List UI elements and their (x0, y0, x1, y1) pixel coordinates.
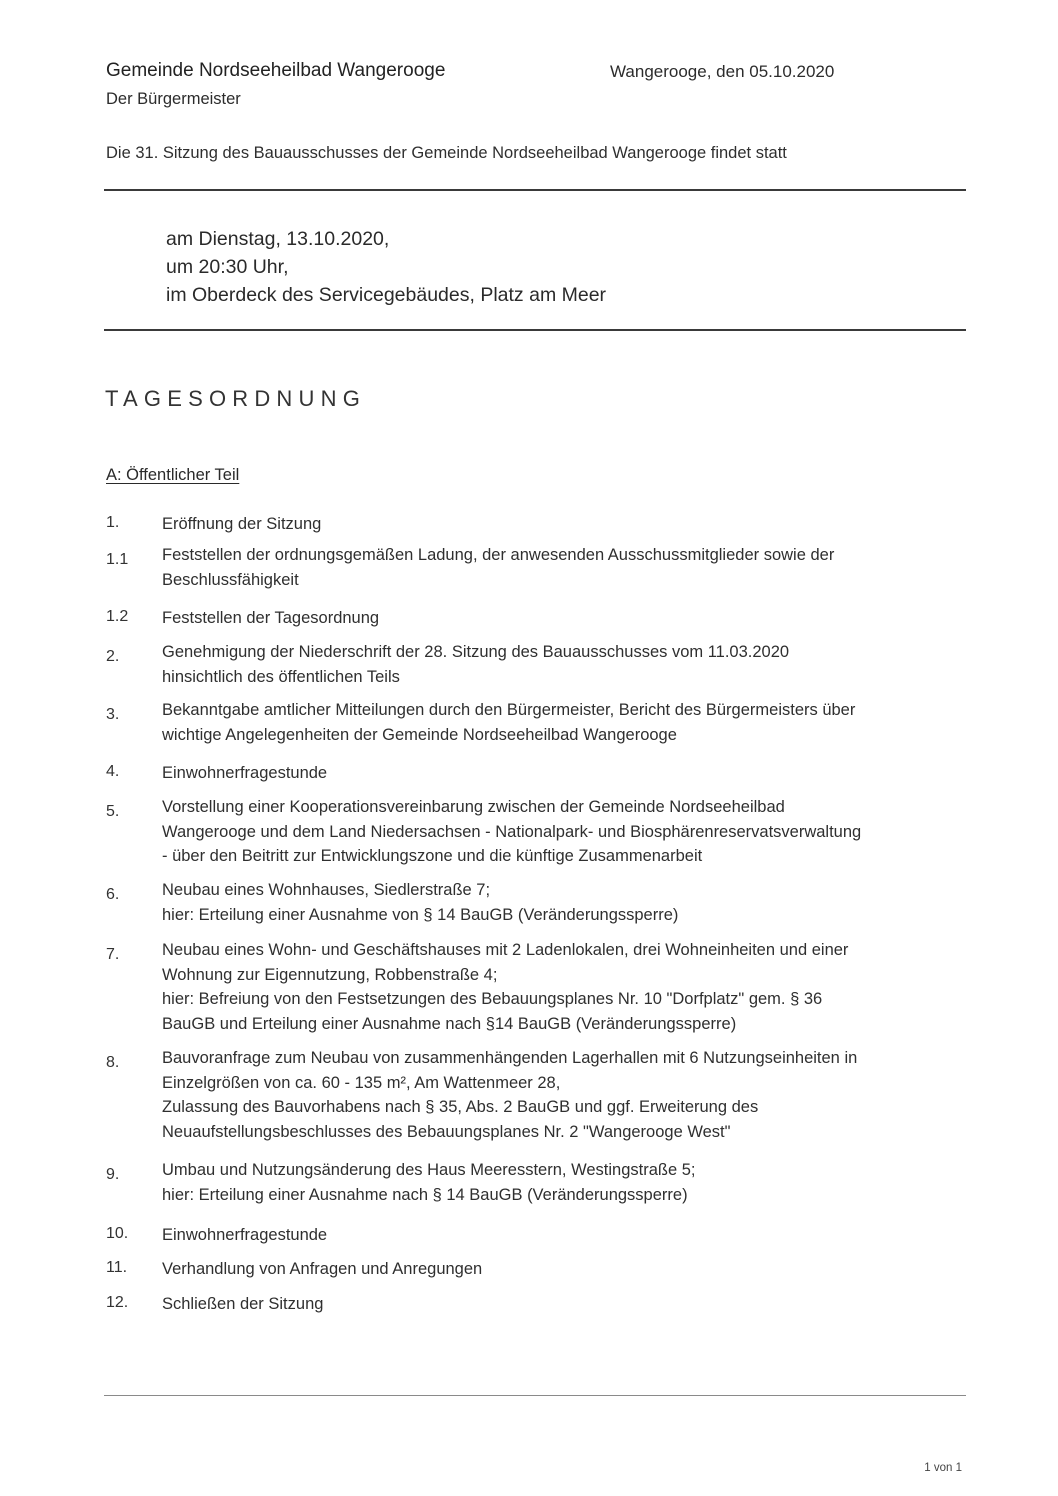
agenda-item-number: 3. (106, 706, 120, 723)
divider-top (104, 189, 966, 191)
agenda-item-number: 8. (106, 1054, 120, 1071)
intro-text: Die 31. Sitzung des Bauausschusses der Gemeinde Nordseeheilbad Wangerooge findet statt (106, 144, 787, 162)
agenda-item-text: Bekanntgabe amtlicher Mitteilungen durch den Bürgermeister, Bericht des Bürgermeisters über wichtige Angelegenheiten der Gemeinde Nordseeheilbad Wangerooge (162, 701, 856, 744)
page-number: 1 von 1 (924, 1462, 962, 1474)
agenda-item-text: Eröffnung der Sitzung (162, 515, 322, 533)
agenda-item-text: Einwohnerfragestunde (162, 1226, 328, 1244)
agenda-item-text: Umbau und Nutzungsänderung des Haus Meeresstern, Westingstraße 5; hier: Erteilung einer Ausnahme nach § 14 BauGB (Veränderungssperre) (162, 1161, 696, 1204)
agenda-item-number: 9. (106, 1166, 120, 1183)
agenda-item-text: Vorstellung einer Kooperationsvereinbarung zwischen der Gemeinde Nordseeheilbad Wangerooge und dem Land Niedersachsen - Nationalpark- und Biosphärenreservatsverwaltung - über den Beitritt zur Entwicklungszone und die künftige Zusammenarbeit (162, 798, 862, 865)
agenda-item-number: 1. (106, 514, 120, 531)
agenda-item-number: 2. (106, 648, 120, 665)
agenda-item-text: Einwohnerfragestunde (162, 764, 328, 782)
meeting-date: am Dienstag, 13.10.2020, (166, 228, 390, 250)
divider-bottom (104, 329, 966, 331)
section-heading-public: A: Öffentlicher Teil (106, 466, 240, 484)
agenda-item-number: 4. (106, 763, 120, 780)
meeting-time: um 20:30 Uhr, (166, 256, 289, 278)
agenda-item-number: 1.2 (106, 608, 129, 625)
agenda-item-number: 5. (106, 803, 120, 820)
agenda-item-number: 6. (106, 886, 120, 903)
organization-name: Gemeinde Nordseeheilbad Wangerooge (106, 60, 446, 81)
agenda-item-text: Genehmigung der Niederschrift der 28. Sitzung des Bauausschusses vom 11.03.2020 hinsichtlich des öffentlichen Teils (162, 643, 790, 686)
document-date: Wangerooge, den 05.10.2020 (610, 62, 835, 81)
agenda-item-text: Verhandlung von Anfragen und Anregungen (162, 1260, 483, 1278)
agenda-item-number: 7. (106, 946, 120, 963)
agenda-item-number: 12. (106, 1294, 129, 1311)
agenda-item-number: 1.1 (106, 551, 129, 568)
agenda-item-text: Neubau eines Wohn- und Geschäftshauses mit 2 Ladenlokalen, drei Wohneinheiten und einer Wohnung zur Eigennutzung, Robbenstraße 4; hier: Befreiung von den Festsetzungen des Bebauungsplanes Nr. 10 "Dorfplatz" gem. § 36 BauGB und Erteilung einer Ausnahme nach §14 BauGB (Veränderungssperre) (162, 941, 849, 1033)
footer-divider (104, 1395, 966, 1396)
agenda-item-text: Bauvoranfrage zum Neubau von zusammenhängenden Lagerhallen mit 6 Nutzungseinheiten in Einzelgrößen von ca. 60 - 135 m², Am Wattenmeer 28, Zulassung des Bauvorhabens nach § 35, Abs. 2 BauGB und ggf. Erweiterung des Neuaufstellungsbeschlusses des Bebauungsplanes Nr. 2 "Wangerooge West" (162, 1049, 858, 1141)
agenda-item-text: Schließen der Sitzung (162, 1295, 324, 1313)
agenda-title: TAGESORDNUNG (105, 386, 367, 411)
meeting-location: im Oberdeck des Servicegebäudes, Platz am Meer (166, 284, 607, 306)
department-name: Der Bürgermeister (106, 90, 241, 108)
agenda-item-text: Neubau eines Wohnhauses, Siedlerstraße 7; hier: Erteilung einer Ausnahme von § 14 BauGB (Veränderungssperre) (162, 881, 679, 924)
agenda-item-number: 10. (106, 1225, 129, 1242)
agenda-item-text: Feststellen der Tagesordnung (162, 609, 380, 627)
agenda-item-text: Feststellen der ordnungsgemäßen Ladung, der anwesenden Ausschussmitglieder sowie der Beschlussfähigkeit (162, 546, 835, 589)
agenda-item-number: 11. (106, 1259, 128, 1276)
